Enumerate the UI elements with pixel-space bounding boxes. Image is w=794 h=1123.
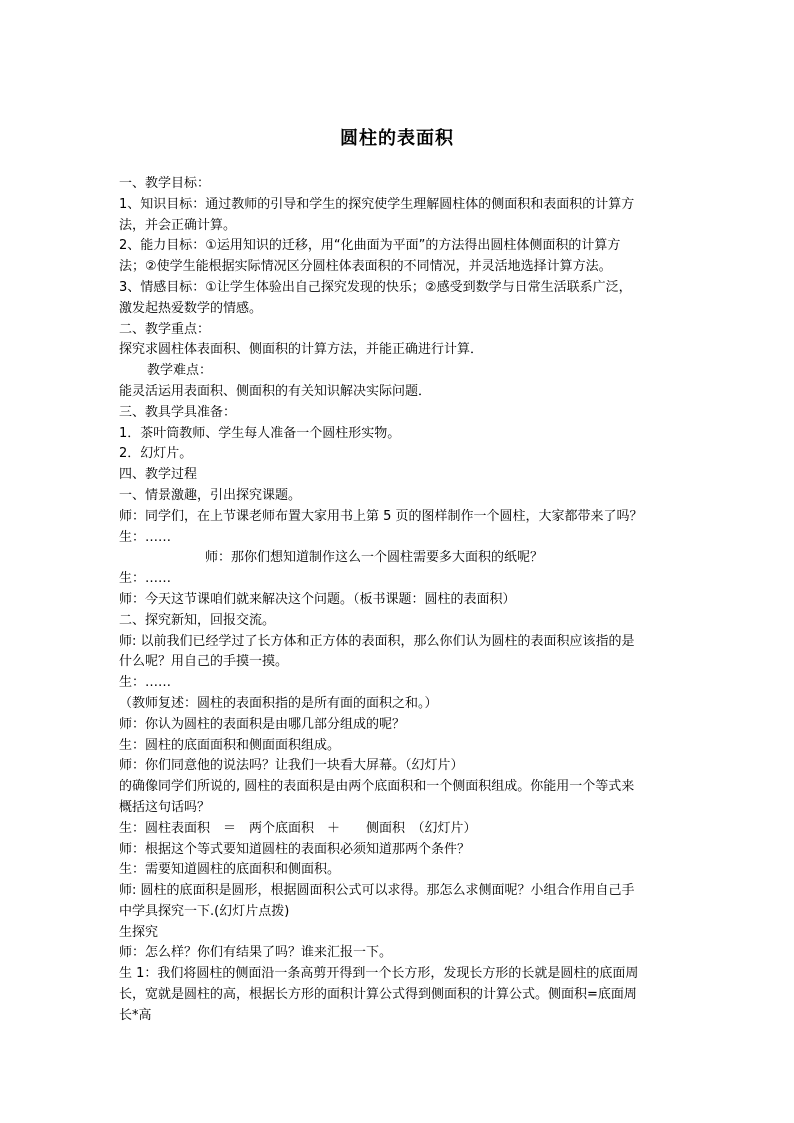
text-line: 生：圆柱表面积 ＝ 两个底面积 ＋ 侧面积 （幻灯片） [119, 820, 477, 836]
text-line: 长*高 [119, 1007, 152, 1023]
text-line: 四、教学过程 [119, 467, 198, 483]
text-line: 一、教学目标： [119, 176, 211, 191]
text-line: 法；②使学生能根据实际情况区分圆柱体表面积的不同情况，并灵活地选择计算方法。 [119, 259, 612, 275]
text-line: （教师复述：圆柱的表面积指的是所有面的面积之和。） [119, 695, 438, 711]
text-line: 教学难点： [147, 363, 213, 379]
text-line: 师：今天这节课咱们就来解决这个问题。（板书课题：圆柱的表面积） [119, 591, 516, 607]
text-line: 一、情景激趣，引出探究课题。 [119, 487, 302, 503]
text-line: 生：需要知道圆柱的底面积和侧面积。 [119, 862, 341, 878]
text-line: 师：你认为圆柱的表面积是由哪几部分组成的呢？ [119, 716, 406, 732]
text-line: 1、知识目标：通过教师的引导和学生的探究使学生理解圆柱体的侧面积和表面积的计算方 [119, 196, 635, 212]
text-line: 师：同学们，在上节课老师布置大家用书上第 5 页的图样制作一个圆柱，大家都带来了吗？ [119, 508, 643, 524]
text-line: 二、探究新知，回报交流。 [119, 612, 276, 628]
text-line: 生探究 [119, 924, 159, 940]
text-line: 长，宽就是圆柱的高，根据长方形的面积计算公式得到侧面积的计算公式。侧面积=底面周 [119, 987, 637, 1003]
text-line: 生：…… [119, 675, 172, 691]
text-line: 师: 圆柱的底面积是圆形，根据圆面积公式可以求得。那怎么求侧面呢？小组合作用自己手 [119, 883, 635, 899]
text-line: 法，并会正确计算。 [119, 217, 237, 233]
text-line: 生 1：我们将圆柱的侧面沿一条高剪开得到一个长方形，发现长方形的长就是圆柱的底面周 [119, 966, 639, 982]
text-line: 探究求圆柱体表面积、侧面积的计算方法，并能正确进行计算． [119, 342, 484, 358]
text-line: 概括这句话吗？ [119, 799, 211, 815]
text-line: 1．茶叶筒教师、学生每人准备一个圆柱形实物。 [119, 425, 401, 441]
text-line: 师：那你们想知道制作这么一个圆柱需要多大面积的纸呢？ [205, 550, 544, 566]
text-line: 生：…… [119, 571, 172, 587]
text-line: 二、教学重点： [119, 321, 211, 337]
text-line: 师：你们同意他的说法吗？让我们一块看大屏幕。（幻灯片） [119, 758, 464, 774]
text-line: 2．幻灯片。 [119, 446, 193, 462]
text-line: 师: 以前我们已经学过了长方体和正方体的表面积，那么你们认为圆柱的表面积应该指的是 [119, 633, 635, 649]
document-title: 圆柱的表面积 [340, 128, 454, 149]
text-line: 3、情感目标：①让学生体验出自己探究发现的快乐；②感受到数学与日常生活联系广泛， [119, 279, 632, 295]
text-line: 能灵活运用表面积、侧面积的有关知识解决实际问题． [119, 383, 432, 399]
text-line: 激发起热爱数学的情感。 [119, 300, 263, 316]
text-line: 什么呢？用自己的手摸一摸。 [119, 654, 289, 670]
text-line: 2、能力目标：①运用知识的迁移，用“化曲面为平面”的方法得出圆柱体侧面积的计算方 [119, 238, 621, 254]
text-line: 的确像同学们所说的, 圆柱的表面积是由两个底面积和一个侧面积组成。你能用一个等式来 [119, 779, 635, 795]
text-line: 师：根据这个等式要知道圆柱的表面积必须知道那两个条件？ [119, 841, 471, 857]
text-line: 三、教具学具准备： [119, 404, 237, 420]
text-line: 生：…… [119, 529, 172, 545]
text-line: 生：圆柱的底面面积和侧面面积组成。 [119, 737, 341, 753]
document-body [119, 174, 691, 1027]
text-line: 中学具探究一下.(幻灯片点拨) [119, 903, 290, 919]
text-line: 师：怎么样？你们有结果了吗？谁来汇报一下。 [119, 945, 393, 961]
